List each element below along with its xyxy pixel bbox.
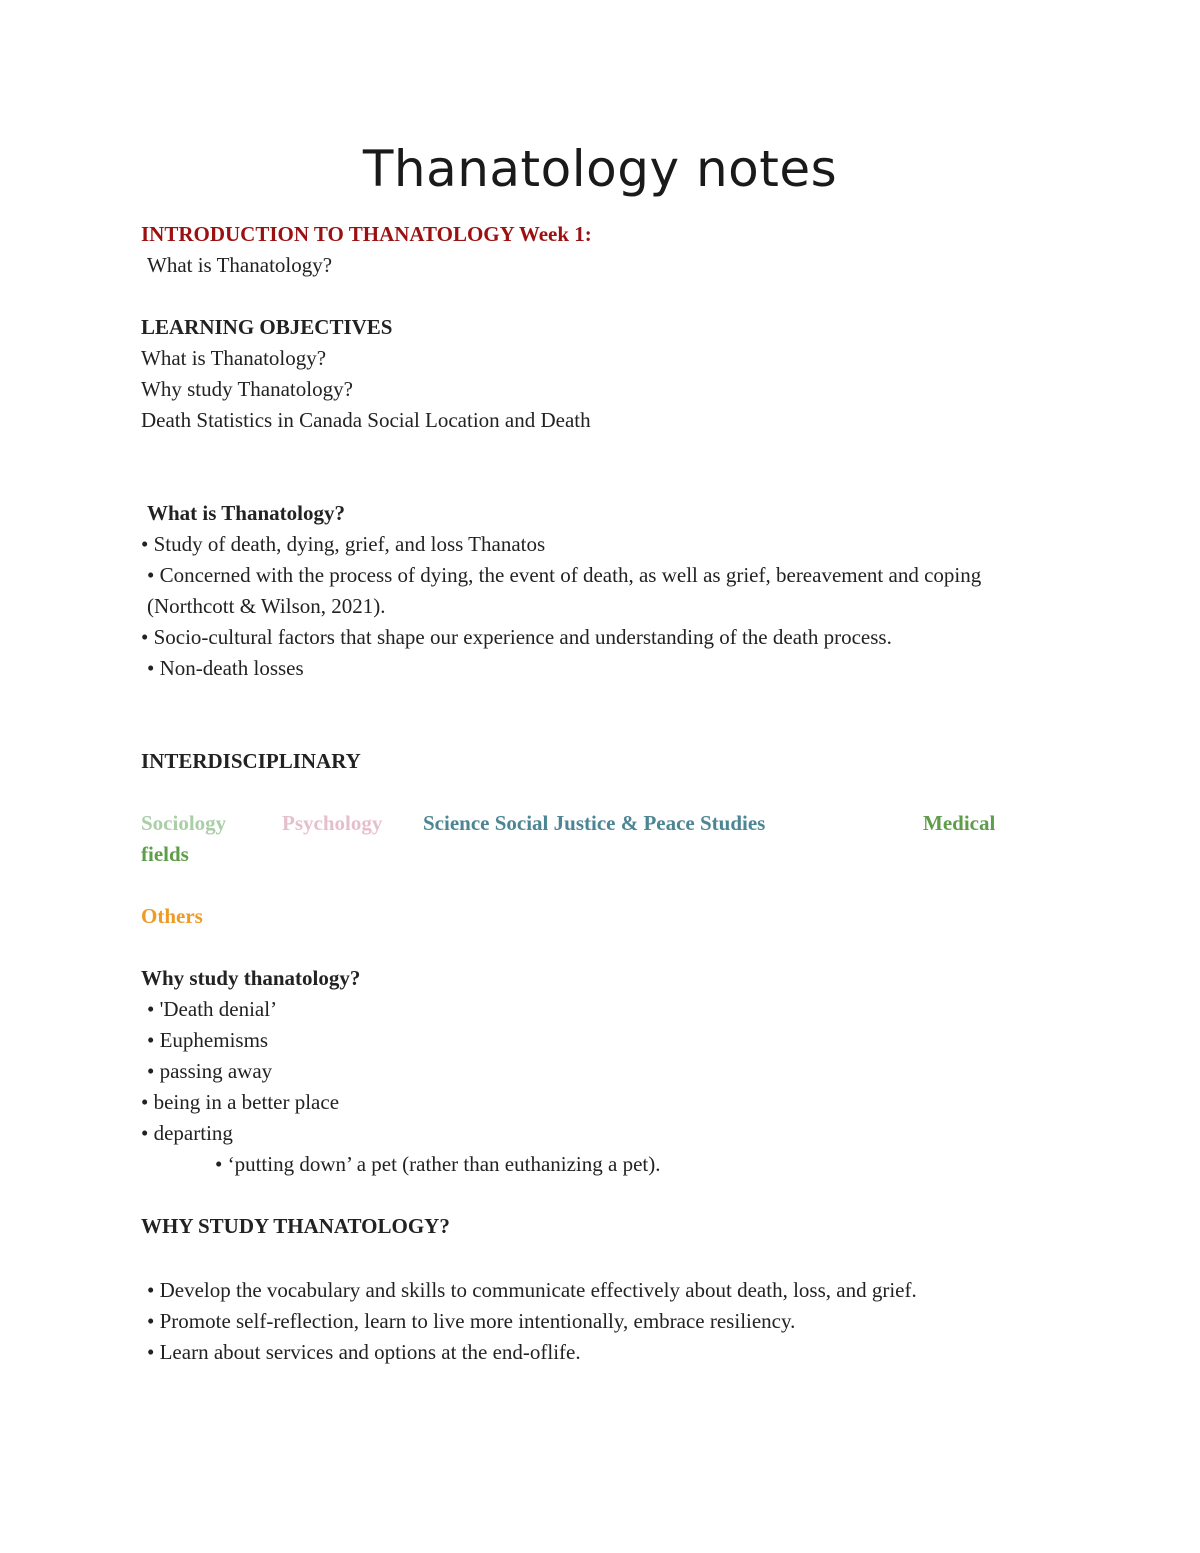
what-is-bullet: • Study of death, dying, grief, and loss Thanatos	[141, 532, 546, 556]
spacer	[141, 281, 1041, 312]
why-study-bullet: • passing away	[147, 1059, 273, 1083]
objective-item: What is Thanatology?	[141, 346, 327, 370]
why-study-caps-heading: WHY STUDY THANATOLOGY?	[141, 1214, 450, 1238]
objective-item: Death Statistics in Canada Social Location and Death	[141, 408, 591, 432]
why-study-bullet: • Euphemisms	[147, 1028, 269, 1052]
what-is-bullet: • Concerned with the process of dying, the event of death, as well as grief, bereavement and coping (Northcott & Wilson, 2021).	[147, 563, 982, 618]
document-body	[141, 219, 1041, 1368]
field-science-social-justice: Science Social Justice & Peace Studies	[423, 811, 766, 835]
spacer	[141, 1180, 1041, 1211]
learning-objectives-heading: LEARNING OBJECTIVES	[141, 315, 393, 339]
why-study-caps-bullet: • Learn about services and options at the end-oflife.	[147, 1340, 581, 1364]
document-title: Thanatology notes	[362, 140, 838, 198]
why-study-bullet: • 'Death denial’	[147, 997, 278, 1021]
spacer	[141, 684, 1041, 715]
why-study-caps-bullet: • Promote self-reflection, learn to live more intentionally, embrace resiliency.	[147, 1309, 796, 1333]
intro-question: What is Thanatology?	[147, 253, 333, 277]
field-others: Others	[141, 904, 203, 928]
objective-item: Why study Thanatology?	[141, 377, 353, 401]
why-study-caps-bullet: • Develop the vocabulary and skills to communicate effectively about death, loss, and grief.	[147, 1278, 917, 1302]
spacer	[141, 715, 1041, 746]
what-is-heading: What is Thanatology?	[147, 501, 345, 525]
spacer	[141, 1242, 1041, 1275]
why-study-sub-bullet: • ‘putting down’ a pet (rather than euthanizing a pet).	[215, 1152, 661, 1176]
what-is-bullet: • Non-death losses	[147, 656, 304, 680]
spacer	[141, 467, 1041, 498]
field-medical-continued: fields	[141, 842, 189, 866]
why-study-heading: Why study thanatology?	[141, 966, 361, 990]
spacer	[141, 436, 1041, 467]
spacer	[141, 932, 1041, 963]
intro-heading: INTRODUCTION TO THANATOLOGY Week 1:	[141, 222, 592, 246]
field-psychology: Psychology	[282, 811, 383, 835]
interdisciplinary-heading: INTERDISCIPLINARY	[141, 749, 361, 773]
what-is-bullet: • Socio-cultural factors that shape our experience and understanding of the death process.	[141, 625, 892, 649]
spacer	[141, 870, 1041, 901]
field-medical: Medical	[923, 811, 996, 835]
why-study-bullet: • departing	[141, 1121, 233, 1145]
why-study-bullet: • being in a better place	[141, 1090, 340, 1114]
field-sociology: Sociology	[141, 811, 227, 835]
spacer	[141, 777, 1041, 808]
interdisciplinary-fields-row	[141, 808, 1041, 839]
